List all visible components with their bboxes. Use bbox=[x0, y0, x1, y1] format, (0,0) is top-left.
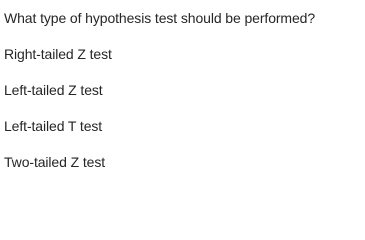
answer-options-list bbox=[4, 44, 112, 188]
option-left-tailed-z-test[interactable]: Left-tailed Z test bbox=[4, 82, 103, 98]
option-right-tailed-z-test[interactable]: Right-tailed Z test bbox=[4, 46, 112, 62]
option-left-tailed-t-test[interactable]: Left-tailed T test bbox=[4, 118, 103, 134]
question-text: What type of hypothesis test should be performed? bbox=[4, 10, 316, 26]
option-two-tailed-z-test[interactable]: Two-tailed Z test bbox=[4, 154, 106, 170]
